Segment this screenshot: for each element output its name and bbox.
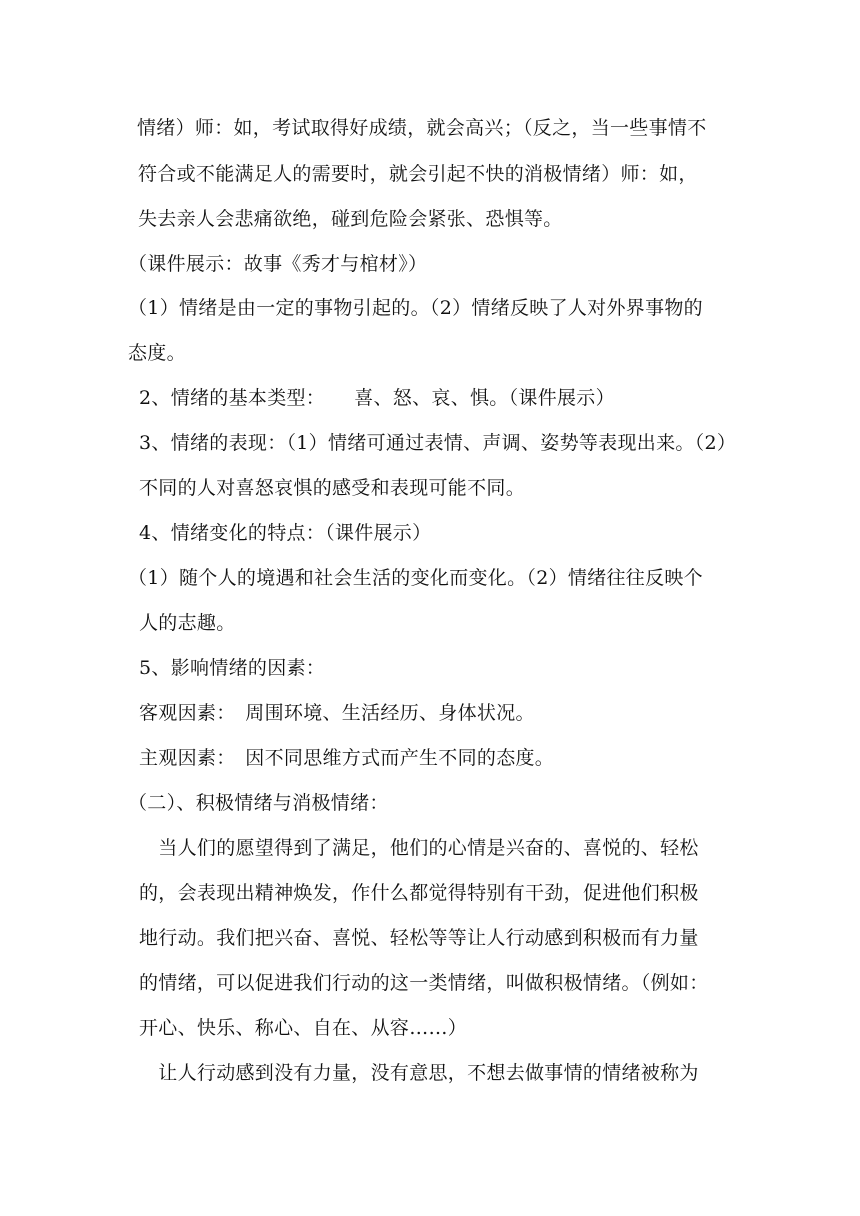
text-line-4: （课件展示：故事《秀才与棺材》）	[128, 253, 428, 275]
text-line-22: 让人行动感到没有力量，没有意思，不想去做事情的情绪被称为	[139, 1062, 699, 1084]
text-line-10: 4、情绪变化的特点：（课件展示）	[139, 522, 432, 544]
text-line-12: 人的志趣。	[139, 612, 236, 634]
text-line-21: 开心、快乐、称心、自在、从容……）	[139, 1017, 468, 1039]
text-line-13: 5、影响情绪的因素：	[139, 657, 326, 679]
text-line-7: 2、情绪的基本类型： 喜、怒、哀、惧。（课件展示）	[139, 387, 615, 409]
text-line-8: 3、情绪的表现：（1）情绪可通过表情、声调、姿势等表现出来。（2）	[139, 432, 737, 454]
text-line-1: 情绪）师：如，考试取得好成绩，就会高兴；（反之，当一些事情不	[137, 117, 707, 139]
text-line-11: （1）随个人的境遇和社会生活的变化而变化。（2）情绪往往反映个	[128, 567, 703, 589]
text-line-3: 失去亲人会悲痛欲绝，碰到危险会紧张、恐惧等。	[138, 208, 563, 230]
text-line-6: 态度。	[128, 342, 186, 364]
text-line-2: 符合或不能满足人的需要时，就会引起不快的消极情绪）师：如，	[138, 163, 698, 185]
text-line-17: 当人们的愿望得到了满足，他们的心情是兴奋的、喜悦的、轻松	[139, 837, 699, 859]
text-line-5: （1）情绪是由一定的事物引起的。（2）情绪反映了人对外界事物的	[128, 297, 703, 319]
text-line-20: 的情绪，可以促进我们行动的这一类情绪，叫做积极情绪。（例如：	[139, 972, 709, 994]
text-line-16: （二）、积极情绪与消极情绪：	[128, 792, 389, 814]
text-line-15: 主观因素： 因不同思维方式而产生不同的态度。	[139, 747, 555, 769]
text-line-18: 的，会表现出精神焕发，作什么都觉得特别有干劲，促进他们积极	[139, 882, 699, 904]
text-line-14: 客观因素： 周围环境、生活经历、身体状况。	[139, 702, 535, 724]
text-line-9: 不同的人对喜怒哀惧的感受和表现可能不同。	[139, 477, 526, 499]
text-line-19: 地行动。我们把兴奋、喜悦、轻松等等让人行动感到积极而有力量	[139, 927, 699, 949]
